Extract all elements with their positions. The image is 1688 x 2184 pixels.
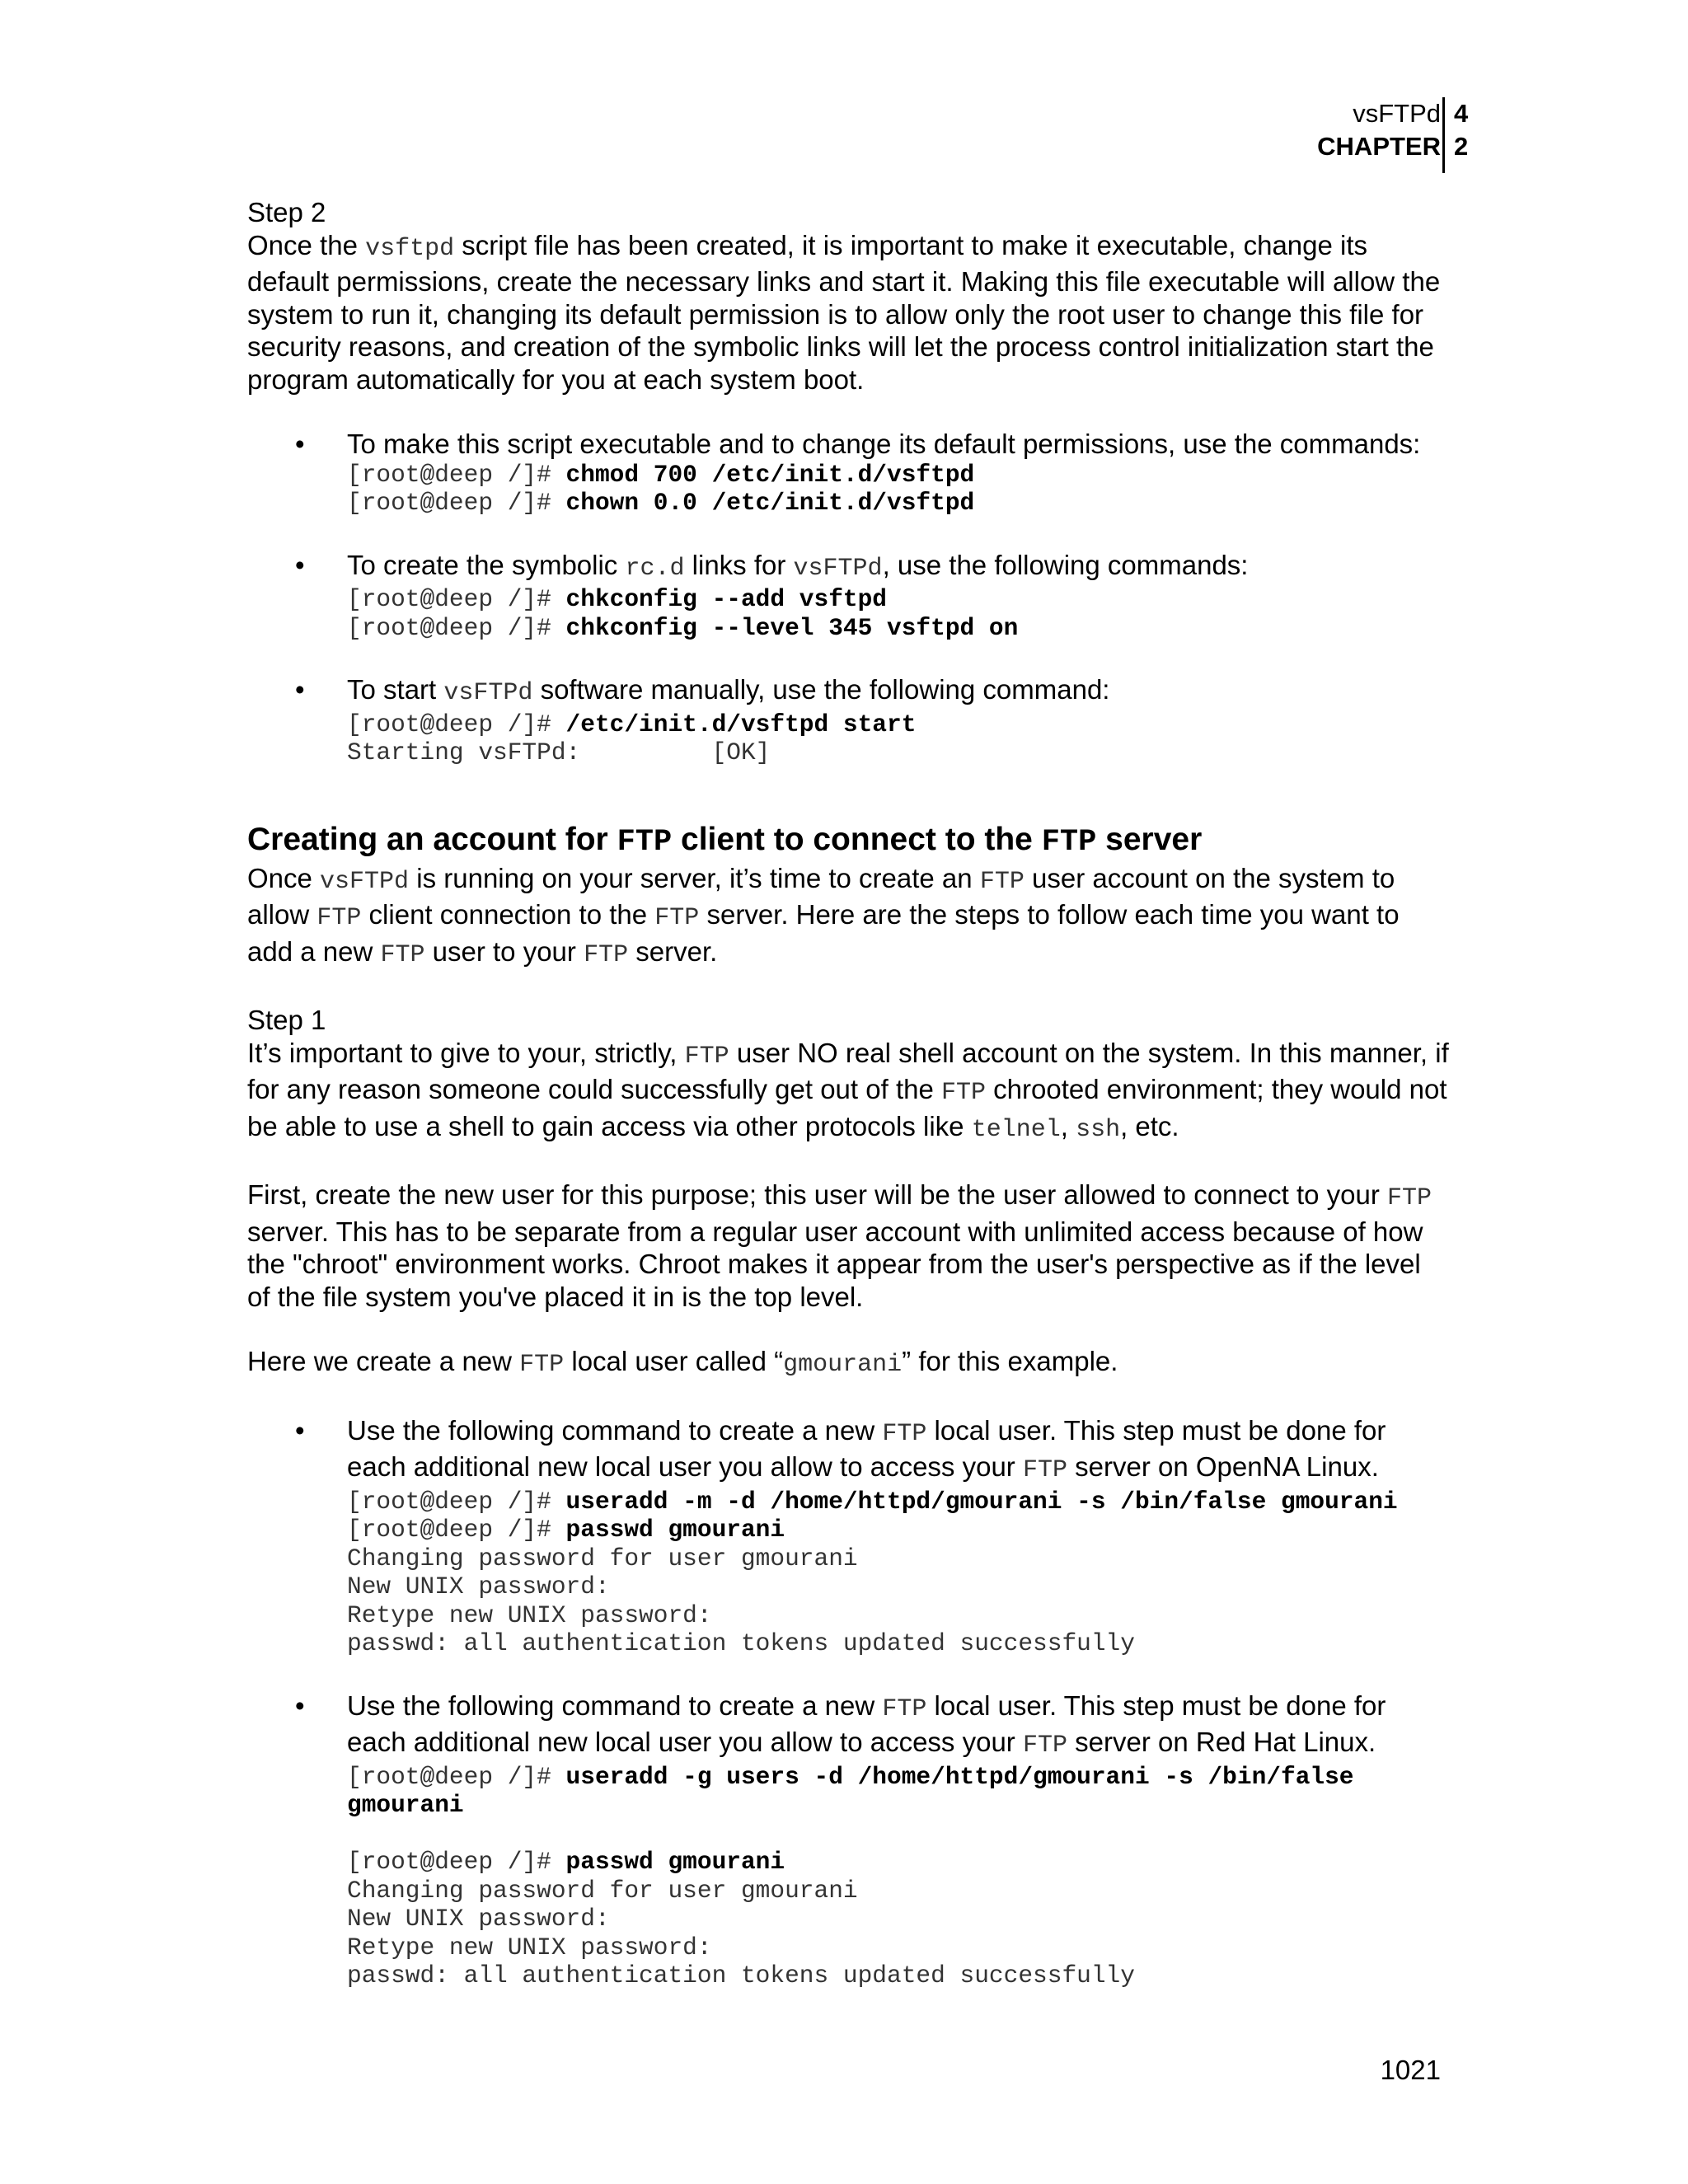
section-heading: Creating an account for FTP client to connect to the FTP server xyxy=(247,821,1203,860)
step2-paragraph: Once the vsftpd script file has been created, it is important to make it executable, change its default permissions, create the necessary links and start it. Making this file executable will allow the system to run it, changing its default permission is to allow only the root user to change this file for security reasons, and creation of the symbolic links will let the process control initialization start the program automatically for you at each system boot. xyxy=(247,229,1441,395)
header-chapter-label: CHAPTER xyxy=(1317,132,1441,161)
header-title: vsFTPd xyxy=(1353,99,1441,128)
page-number: 1021 xyxy=(1380,2055,1441,2085)
header-chapter-number xyxy=(1447,97,1468,163)
bullet-icon: • xyxy=(295,549,305,580)
code-block: [root@deep /]# chmod 700 /etc/init.d/vsftpd [root@deep /]# chown 0.0 /etc/init.d/vsftpd xyxy=(347,460,975,517)
chapter-number-digit-1: 4 xyxy=(1454,99,1469,128)
code-block: [root@deep /]# /etc/init.d/vsftpd start Starting vsFTPd: [OK] xyxy=(347,710,917,766)
step1-heading: Step 1 xyxy=(247,1005,326,1035)
bullet-icon: • xyxy=(295,429,305,459)
step1-paragraph-2: First, create the new user for this purpose; this user will be the user allowed to connect to your FTP server. This has to be separate from a regular user account with unlimited access because of how the "chroot" environment works. Chroot makes it appear from the user's perspective as if the level of the file system you've placed it in is the top level. xyxy=(247,1179,1432,1312)
inline-code: vsftpd xyxy=(365,234,455,263)
step1-paragraph-1: It’s important to give to your, strictly, FTP user NO real shell account on the system. In this manner, if for any reason someone could successfully get out of the FTP chrooted environment; they would not be able to use a shell to gain access via other protocols like telnel, ssh, etc. xyxy=(247,1037,1449,1144)
list-item xyxy=(247,549,1451,643)
list-item xyxy=(247,1690,1451,1990)
bullet-text: To create the symbolic rc.d links for vsFTPd, use the following commands: xyxy=(347,549,1249,583)
bullet-text: Use the following command to create a new FTP local user. This step must be done for each additional new local user you allow to access your FTP server on Red Hat Linux. xyxy=(347,1690,1386,1760)
list-item xyxy=(247,428,1451,518)
bullet-icon: • xyxy=(295,674,305,705)
main-content xyxy=(247,196,1451,1990)
list-item xyxy=(247,673,1451,767)
chapter-number-digit-2: 2 xyxy=(1454,132,1469,161)
running-header xyxy=(1317,97,1441,163)
bullet-text: Use the following command to create a new FTP local user. This step must be done for each additional new local user you allow to access your FTP server on OpenNA Linux. xyxy=(347,1414,1386,1484)
bullet-icon: • xyxy=(295,1414,305,1446)
section-paragraph: Once vsFTPd is running on your server, it’s time to create an FTP user account on the system to allow FTP client connection to the FTP server. Here are the steps to follow each time you want to add a new FTP user to your FTP server. xyxy=(247,862,1400,969)
code-block: [root@deep /]# useradd -g users -d /home/httpd/gmourani -s /bin/false gmourani [root@deep /]# passwd gmourani Changing password for user gmourani New UNIX password: Retype new UNIX password: passwd: all authentication tokens updated successfully xyxy=(347,1762,1354,1990)
step1-paragraph-3: Here we create a new FTP local user called “gmourani” for this example. xyxy=(247,1346,1118,1379)
bullet-text: To start vsFTPd software manually, use the following command: xyxy=(347,674,1110,707)
header-divider xyxy=(1442,97,1445,173)
code-block: [root@deep /]# useradd -m -d /home/httpd/gmourani -s /bin/false gmourani [root@deep /]# passwd gmourani Changing password for user gmourani New UNIX password: Retype new UNIX password: passwd: all authentication tokens updated successfully xyxy=(347,1487,1398,1657)
step2-heading: Step 2 xyxy=(247,197,326,227)
bullet-icon: • xyxy=(295,1690,305,1721)
list-item xyxy=(247,1414,1451,1658)
code-block: [root@deep /]# chkconfig --add vsftpd [root@deep /]# chkconfig --level 345 vsftpd on xyxy=(347,585,1019,642)
bullet-text: To make this script executable and to change its default permissions, use the commands: xyxy=(347,429,1421,459)
